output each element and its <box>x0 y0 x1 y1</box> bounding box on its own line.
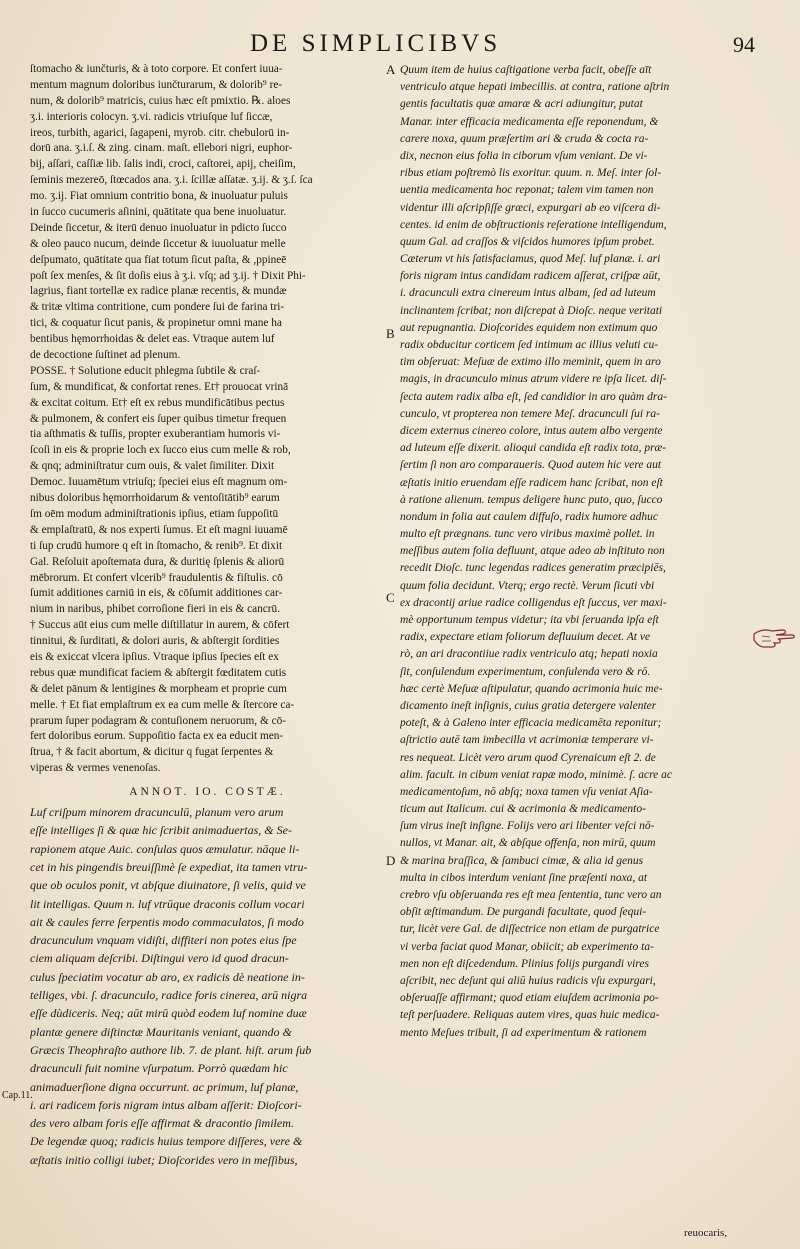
annotation-line: culus ſpeciatim vocatur ab aro, ex radicis dè neatione in- <box>30 969 305 984</box>
commentary-line: ſecta autem radix alba eſt, ſed candidior in aro quàm dra- <box>400 390 667 403</box>
text-line: prarum ſuper podagram & contuſionem neruorum, & cō- <box>30 714 286 727</box>
text-line: ireos, turbith, agarici, ſagapeni, myrob. citr. chebulorū in- <box>30 126 290 139</box>
commentary-line: tim obſeruat: Meſuæ de extimo illo meminit, quem in aro <box>400 356 661 369</box>
commentary-line: hæc certè Meſuæ aſtipulatur, quando acrimonia huic me- <box>400 682 663 695</box>
text-line: ſum, & mundificat, & confortat renes. Et† prouocat vrinā <box>30 380 289 393</box>
commentary-line: alim. facult. in cibum veniat rapæ modo, minimè. ſ. acre ac <box>400 768 673 781</box>
text-line: tici, & coquatur ſicut panis, & propinetur omni mane ha <box>30 317 282 330</box>
annotation-line: telliges, vbi. ſ. dracunculo, radice foris cinerea, arū nigra <box>30 988 308 1003</box>
annotation-line: dracunculi fuit nomine vſurpatum. Porrò quædam hic <box>30 1061 288 1076</box>
text-line: in ſucco cucumeris aſinini, quātitate qua bene inuoluatur. <box>30 206 287 219</box>
commentary-line: tur, licèt vere Gal. de diſſectrice non etiam de purgatrice <box>400 923 660 936</box>
text-line: mentum magnum doloribus iunčturarum, & dolorib⁹ re- <box>30 78 283 91</box>
commentary-line: aut repugnantia. Dioſcorides equidem non extimum quo <box>400 321 658 334</box>
text-line: rebus quæ mundificat faciem & abſtergit fœditatem cutis <box>30 666 287 679</box>
annotation-line: cet in his pingendis breuiſſimè ſe expediat, ita tamen vtru- <box>30 859 308 874</box>
text-line: eis & exiccat vlcera ipſius. Vtraque ipſius ſpecies eſt ex <box>30 650 279 663</box>
text-line: viperas & vermes venenoſas. <box>30 762 161 775</box>
chapter-margin-note: Cap.11. <box>2 1090 33 1101</box>
text-line: mo. ʒ.ij. Fiat omnium contritio bona, & inuoluatur puluis <box>30 190 288 203</box>
left-column <box>30 62 385 1169</box>
annotation-line: i. ari radicem foris nigram intus albam aſſerit: Dioſcori- <box>30 1097 302 1112</box>
commentary-line: cunculo, vt propterea non temere Meſ. dracunculi ſui ra- <box>400 407 660 420</box>
text-line: bij, aſſari, caſſiæ lib. ſalis indi, croci, caſtorei, apij, cheiſim, <box>30 158 296 171</box>
text-line: Gal. Reſoluit apoſtemata dura, & duritię ſplenis & aliorū <box>30 555 285 568</box>
annotation-line: lit intelligas. Quum n. luf vtrūque draconis collum vocari <box>30 896 305 911</box>
commentary-line: teſt perſuadere. Reliquas autem vires, quas huic medica- <box>400 1009 660 1022</box>
commentary-line: dix, necnon eius folia in ciborum vſum veniant. De vi- <box>400 149 648 162</box>
margin-marker-a: A <box>386 62 396 77</box>
commentary-line: ad luteum eſſe dixerit. alioqui candida eſt radix tota, præ- <box>400 442 667 455</box>
text-line: & delet pānum & lentigines & morpheam et proprie cum <box>30 682 287 695</box>
commentary-line: medicamentoſum, nō abſq; noxa tamen vſu veniat Aſia- <box>400 785 653 798</box>
text-line: & excitat coitum. Et† eſt ex rebus mundificātibus pectus <box>30 396 285 409</box>
running-title: DE SIMPLICIBVS <box>250 30 502 57</box>
commentary-line: i. dracunculi extra cinereum intus albam, ſed ad luteum <box>400 287 656 300</box>
right-column <box>400 62 768 1042</box>
annotation-line: des vero albam foris eſſe affirmat & dracontio ſimilem. <box>30 1116 294 1131</box>
commentary-line: ribus etiam poſtremò lis exoritur. quum. n. Meſ. inter ſol- <box>400 167 662 180</box>
text-line: nibus doloribus hęmorrhoidarum & ventoſitātib⁹ earum <box>30 492 280 505</box>
commentary-line: obſeruaſſe affirmant; quod etiam eiuſdem acrimonia po- <box>400 992 659 1005</box>
commentary-line: & marina braſſica, & ſambuci cimæ, & alia id genus <box>400 854 644 867</box>
commentary-line: dicamento ineſt inſignis, cuius gratia detergere valenter <box>400 699 657 712</box>
commentary-line: ex dracontij ariue radice colligendus eſt ſuccus, ver maxi- <box>400 596 667 609</box>
commentary-line: aſcribit, nec deſunt qui aliū huius radicis vſu expurgari, <box>400 974 656 987</box>
commentary-line: multa in cibos interdum veniant ſine præſenti noxa, at <box>400 871 648 884</box>
pointing-hand-icon <box>752 618 796 652</box>
margin-marker-b: B <box>386 326 395 341</box>
margin-marker-d: D <box>386 853 396 868</box>
text-line: POSSE. † Solutione educit phlegma ſubtile & craſ- <box>30 364 261 377</box>
commentary-line: æſtatis initio eruendam eſſe radicem hanc ſcribat, non eſt <box>400 476 663 489</box>
commentary-line: à ratione alienum. tempus deligere hunc puto, quo, ſucco <box>400 493 663 506</box>
commentary-line: ſit, conſulendum experimentum, conſulenda vero & rō. <box>400 665 651 678</box>
text-line: lagrius, fiant tortellæ ex radice planæ recentis, & mundæ <box>30 285 287 298</box>
text-line: tia aſthmatis & tuſſis, propter exuberantiam humoris vi- <box>30 428 281 441</box>
text-line: ſtrua, † & facit abortum, & dicitur q fugat ſerpentes & <box>30 746 274 759</box>
text-line: & emplaſtratū, & nos experti ſumus. Et eſt magni iuuamē <box>30 523 288 536</box>
commentary-line: obſit æſtimandum. De purgandi facultate, quod ſequi- <box>400 906 647 919</box>
commentary-line: mento Meſues tribuit, ſi ad experimentum & rationem <box>400 1026 647 1039</box>
text-line: ſeminis mezereō, ſtœcados ana. ʒ.i. ſcillæ aſſatæ. ʒ.ij. & ʒ.ſ. ſca <box>30 174 313 187</box>
commentary-line: Manar. inter efficacia medicamenta eſſe reponendum, & <box>400 115 659 128</box>
commentary-line: rò, an ari dracontiiue radix ventriculo atq; hepati noxia <box>400 648 658 661</box>
commentary-line: meſſibus autem folia defluunt, atque adeo ab inſtituto non <box>400 545 665 558</box>
commentary-line: videntur illi aſcripſiſſe græci, expurgari ab eo viſcera di- <box>400 201 661 214</box>
text-line: ſtomacho & iunčturis, & à toto corpore. Et confert iuua- <box>30 63 283 75</box>
text-line: ſumit additiones carniū in eis, & cōſumit additiones car- <box>30 587 283 600</box>
annotation-line: ciem aliquam deſcribi. Diſtingui vero id quod dracun- <box>30 951 289 966</box>
page-number: 94 <box>733 32 755 57</box>
text-line: Democ. Iuuamētum vtriuſq; ſpeciei eius eſt magnum om- <box>30 476 288 489</box>
annotation-line: que ob oculos ponit, vt abſque diuinatore, ſi velis, quid ve <box>30 878 306 893</box>
text-line: deſpumato, quātitate qua fiat totum ſicut paſta, & ,ppineē <box>30 253 287 266</box>
text-line: Deinde ſiccetur, & iterū denuo inuoluatur in pdicto ſucco <box>30 221 287 234</box>
text-line: ti ſup crudū humore q eſt in ſtomacho, & renib⁹. Et dixit <box>30 539 283 552</box>
commentary-line: quum Gal. ad craſſos & viſcidos humores ipſum probet. <box>400 235 655 248</box>
commentary-line: ventriculo atque hepati imbecillis. at contra, ratione aſtrin <box>400 81 670 94</box>
text-line: ſcoſi in eis & proprie loch ex ſucco eius cum melle & rob, <box>30 444 291 457</box>
commentary-line: radix obducitur corticem ſed intimum ac illius veluti cu- <box>400 339 659 351</box>
text-line: & qnq; adminiſtratur cum ouis, & valet ſimiliter. Dixit <box>30 460 275 473</box>
text-line: fert doloribus eorum. Suppoſitio facta ex ea educit men- <box>30 730 284 743</box>
text-line: bentibus hęmorrhoidas & delet eas. Vtraque autem luf <box>30 333 275 346</box>
commentary-line: crebro vſu obſeruanda res eſt mea ſententia, tunc vero an <box>400 889 662 901</box>
page-header <box>0 30 800 60</box>
text-line: & pulmonem, & confert eis ſuper quibus timetur frequen <box>30 412 287 425</box>
annotation-line: Græcis Theophraſto authore lib. 7. de plant. hiſt. arum ſub <box>30 1042 312 1057</box>
annotation-line: rapionem atque Auic. conſulas quos æmulatur. nāque li- <box>30 841 300 856</box>
text-line: mēbrorum. Et confert vlcerib⁹ fraudulentis & fiſtulis. cō <box>30 571 283 584</box>
commentary-line: foris nigram intus candidam radicem aſſerat, criſpæ aūt, <box>400 270 661 283</box>
commentary-line: ſum virus ineſt inſigne. Folijs vero ari libenter veſci nō- <box>400 820 655 833</box>
commentary-line: centes. id enim de obſtructionis reſeratione intelligendum, <box>400 218 667 231</box>
text-line: dorū ana. ʒ.i.ſ. & zing. cinam. maſt. ellebori nigri, euphor- <box>30 142 293 155</box>
annotation-line: eſſe intelliges ſi & quæ hic ſcribit animaduertas, & Se- <box>30 823 292 838</box>
text-line: nium in naribus, phibet corroſione fieri in eis & cancrū. <box>30 603 281 616</box>
commentary-line: dicem externus cinereo colore, intus autem albo vergente <box>400 424 663 437</box>
annotation-heading: ANNOT. IO. COSTÆ. <box>129 786 286 799</box>
commentary-line: nondum in folia aut caulem diffuſo, radix humore adhuc <box>400 510 658 523</box>
annotation-line: æſtatis initio colligi iubet; Dioſcorides vero in meſſibus, <box>30 1152 298 1167</box>
commentary-line: uentia medicamenta hoc reponat; talem vim tamen non <box>400 184 654 197</box>
annotation-line: ait & caules ferre ſerpentis modo commaculatos, ſi modo <box>30 914 304 929</box>
commentary-line: res nequeat. Licèt vero arum quod Cyrenaicum eſt 2. de <box>400 751 656 764</box>
commentary-line: quum folia decidunt. Vterq; ergo rectè. Verum ſicuti vbi <box>400 579 655 592</box>
annotation-line: dracunculum vnquam vidiſti, diffiteri non potes eius ſpe <box>30 933 297 948</box>
text-line: num, & dolorib⁹ matricis, cuius hæc eſt pmixtio. ℞. aloes <box>30 94 291 107</box>
text-line: de decoctione ſuſtinet ad plenum. <box>30 349 181 362</box>
commentary-line: ſertim ſi non aro comparaueris. Quod autem hic vere aut <box>400 459 662 472</box>
text-line: ʒ.i. interioris colocyn. ʒ.vi. radicis vtriuſque luf ſiccæ, <box>30 110 273 123</box>
commentary-line: magis, in dracunculo minus atrum videre re ipſa licet. diſ- <box>400 373 667 386</box>
catchword: reuocaris, <box>684 1227 728 1239</box>
commentary-line: nullos, vt Manar. ait, & abſque offenſa, non mirū, quum <box>400 837 656 850</box>
commentary-line: Cæterum vt his ſatisfaciamus, quod Meſ. luf planæ. i. ari <box>400 253 661 266</box>
commentary-line: inclinantem ſcribat; non diſcrepat à Dioſc. neque veritati <box>400 304 663 317</box>
annotation-line: Luf criſpum minorem dracunculū, planum vero arum <box>30 805 284 820</box>
annotation-line: De legendæ quoq; radicis huius tempore diſſeres, vere & <box>30 1134 303 1149</box>
margin-marker-c: C <box>386 590 395 605</box>
text-line: & tritæ vltima contritione, cum pondere ſui de farina tri- <box>30 301 285 314</box>
annotation-line: plantæ genere diſtinctæ Mauritanis veniant, quando & <box>30 1024 292 1039</box>
text-line: poſt ſex menſes, & ſit doſis eius à ʒ.i. vſq; ad ʒ.ij. † Dixit Phi- <box>30 269 306 282</box>
annotation-line: eſſe dùdiceris. Neq; aūt mirū quòd eodem luf nomine duæ <box>30 1006 307 1021</box>
text-line: & oleo pauco nucum, deinde ſiccetur & iuuoluatur melle <box>30 237 286 250</box>
text-line: tinnitui, & ſurditati, & dolori auris, & abſtergit ſordities <box>30 635 280 648</box>
commentary-line: Quum item de huius caſtigatione verba facit, obeſſe aīt <box>400 64 652 76</box>
commentary-line: aſtrictio autē tam imbecilla vt acrimoniæ temperare vi- <box>400 734 654 747</box>
text-line: melle. † Et fiat emplaſtrum ex ea cum melle & ſtercore ca- <box>30 698 295 711</box>
text-line: ſm oēm modum adminiſtrationis ipſius, etiam ſuppoſitū <box>30 507 279 520</box>
text-line: † Succus aūt eius cum melle diſtillatur in aurem, & cōfert <box>30 619 290 632</box>
commentary-line: multo eſt prægnans. tunc vero viribus maximè pollet. in <box>400 528 655 541</box>
commentary-line: carere noxa, quum præſertim ari & cruda & cocta ra- <box>400 132 649 145</box>
commentary-line: poteſt, & à Galeno inter efficacia medicamēta reponitur; <box>400 717 662 730</box>
commentary-line: radix, expectare etiam foliorum defluuium decet. At ve <box>400 631 651 644</box>
commentary-line: men non eſt diſcedendum. Plinius folijs purgandi vires <box>400 957 649 970</box>
commentary-line: vi verba faciat quod Manar, obiicit; ab experimento ta- <box>400 940 654 953</box>
commentary-line: gentis facultatis quæ amaræ & acri adiungitur, putat <box>400 98 643 111</box>
commentary-line: mè opportunum tempus videtur; ita vbi ſeruanda ipſa eſt <box>400 614 659 626</box>
commentary-line: ticum aut Italicum. cui & acrimonia & medicamento- <box>400 803 646 816</box>
annotation-line: animaduerſione digna occurrunt. ac primum, luf planæ, <box>30 1079 299 1094</box>
commentary-line: recedit Dioſc. tunc legendas radices generatim præcipiēs, <box>400 562 666 575</box>
